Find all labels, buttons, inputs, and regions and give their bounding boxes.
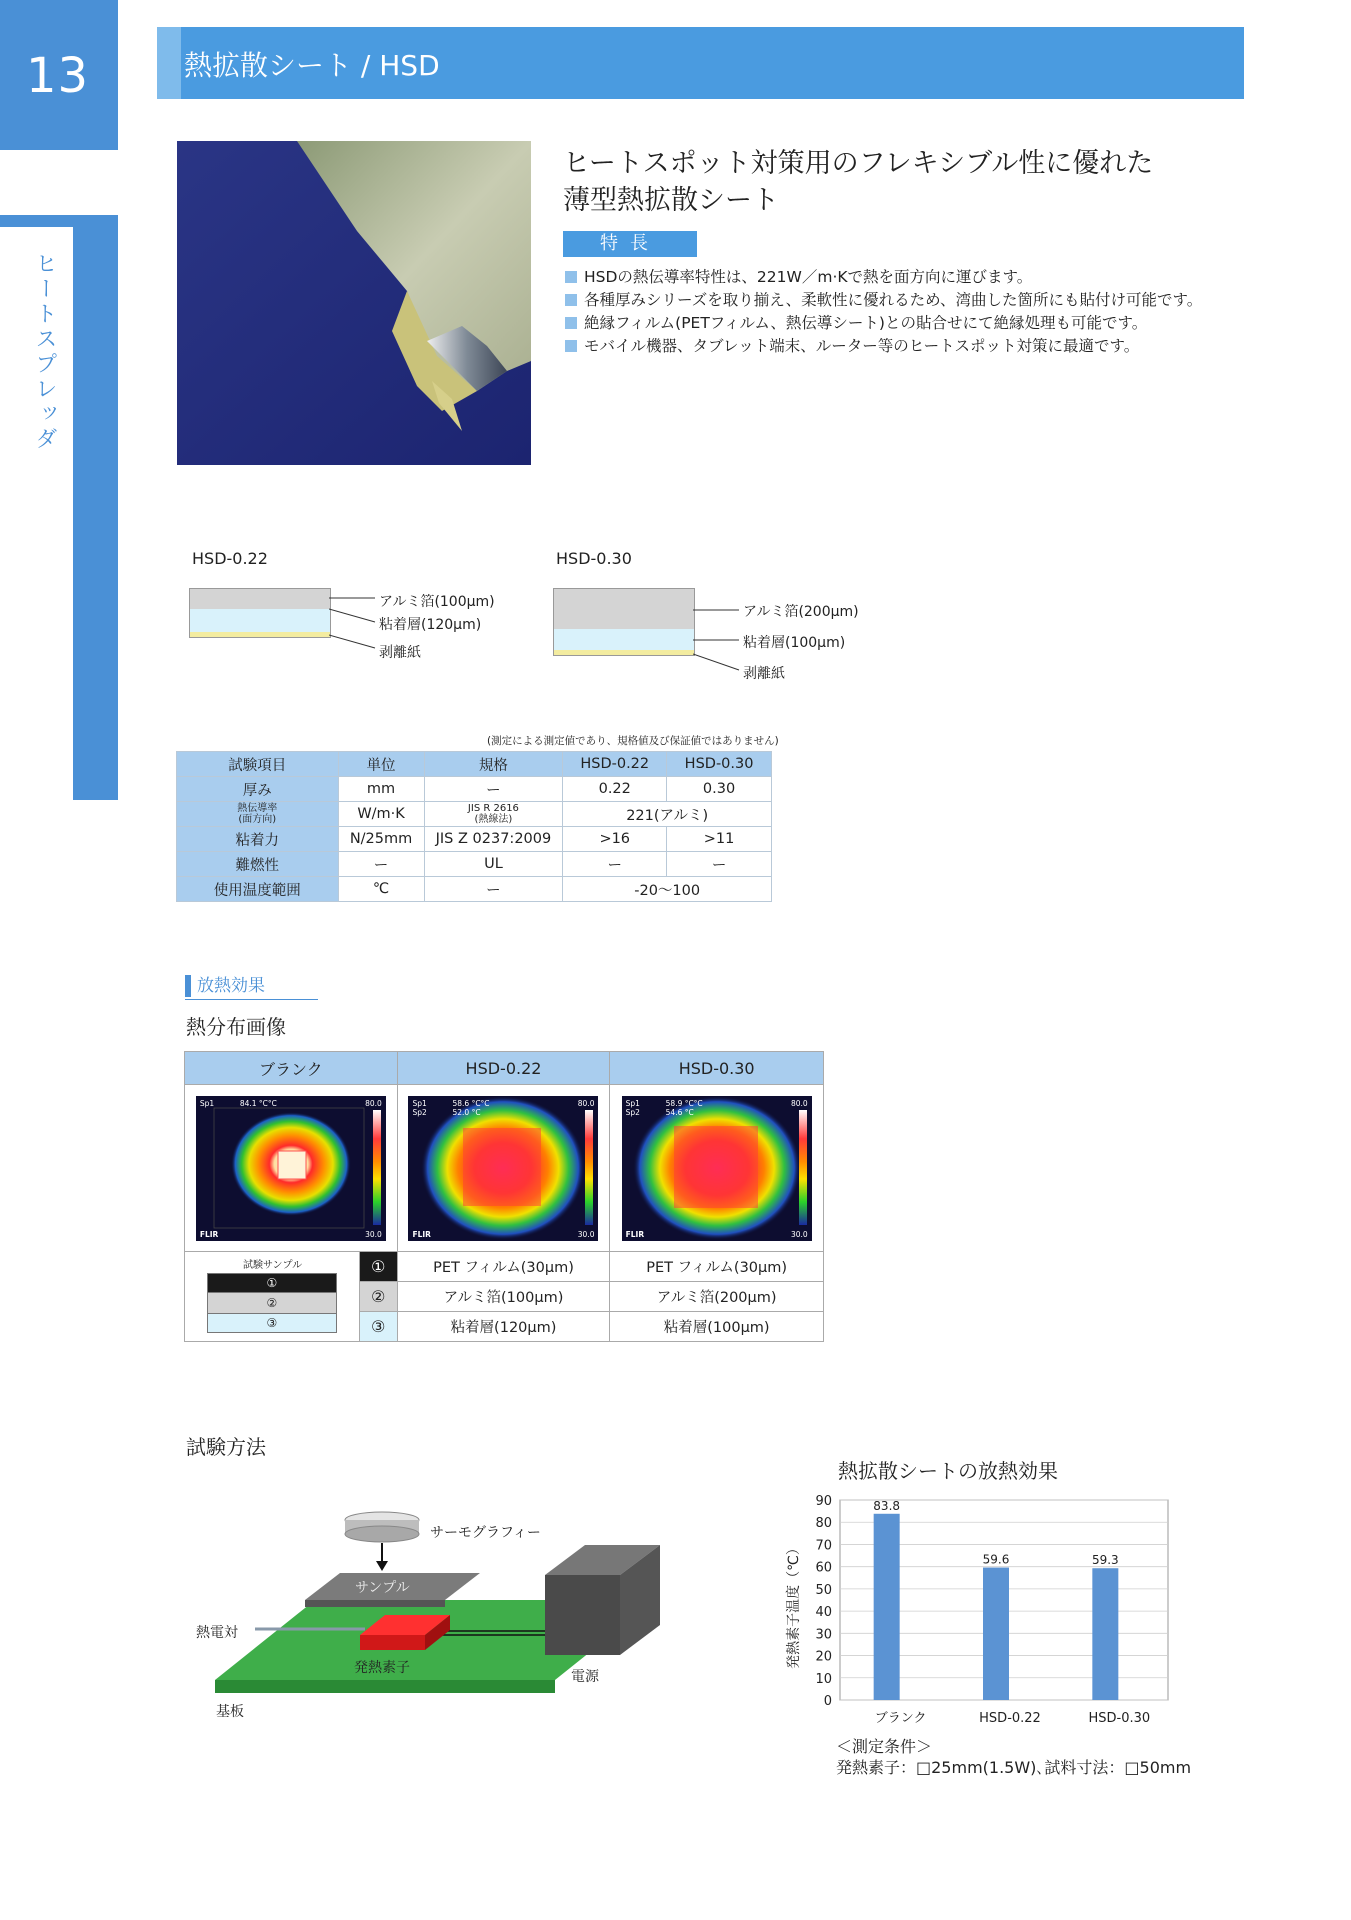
chart-bar bbox=[874, 1514, 900, 1700]
label-sample: サンプル bbox=[355, 1580, 410, 1596]
chart-ytick-label: 70 bbox=[815, 1538, 832, 1554]
marker-cell: ② bbox=[359, 1282, 397, 1312]
square-bullet-icon bbox=[565, 317, 577, 329]
table-cell bbox=[185, 1085, 398, 1252]
table-cell: 難燃性 bbox=[177, 852, 339, 877]
table-header: 単位 bbox=[338, 752, 424, 777]
thermal-image-hsd022: Sp1 Sp2 58.6 °C 52.0 °C °C 80.0 30.0 FLIR bbox=[408, 1096, 598, 1241]
table-cell: ー bbox=[667, 852, 772, 877]
section-tag: 放熱効果 bbox=[185, 975, 265, 997]
sample-layer-adhesive: ③ bbox=[207, 1314, 337, 1333]
table-cell bbox=[610, 1085, 824, 1252]
table-cell: 厚み bbox=[177, 777, 339, 802]
table-cell: mm bbox=[338, 777, 424, 802]
intro-title-line2: 薄型熱拡散シート bbox=[563, 185, 779, 216]
test-method-title: 試験方法 bbox=[186, 1435, 266, 1459]
table-cell: PET フィルム(30μm) bbox=[397, 1252, 610, 1282]
chart-title: 熱拡散シートの放熱効果 bbox=[838, 1459, 1058, 1483]
chart-yticks bbox=[815, 1494, 832, 1709]
layer-label: 剥離紙 bbox=[379, 645, 421, 661]
table-cell: ー bbox=[424, 777, 563, 802]
feature-list bbox=[563, 266, 1303, 358]
page-number: 13 bbox=[26, 48, 90, 104]
thermal-table bbox=[184, 1051, 824, 1342]
table-cell: 熱伝導率 (面方向) bbox=[177, 802, 339, 827]
table-header: HSD-0.22 bbox=[397, 1052, 610, 1085]
chart-xtick-label: HSD-0.22 bbox=[979, 1711, 1041, 1726]
color-scale-bar bbox=[585, 1110, 593, 1225]
sample-layer-aluminum: ② bbox=[207, 1293, 337, 1314]
feature-item: 絶縁フィルム(PETフィルム、熱伝導シート)との貼合せにて絶縁処理も可能です。 bbox=[563, 312, 1303, 335]
header-accent bbox=[157, 27, 181, 99]
chart-value-label: 59.3 bbox=[1091, 1553, 1119, 1568]
table-header: HSD-0.30 bbox=[667, 752, 772, 777]
thermal-image-blank: Sp1 84.1 °C °C 80.0 30.0 FLIR bbox=[196, 1096, 386, 1241]
table-cell: 粘着層(120μm) bbox=[397, 1312, 610, 1342]
chart-ytick-label: 90 bbox=[815, 1494, 832, 1509]
color-scale-bar bbox=[799, 1110, 807, 1225]
label-thermocouple: 熱電対 bbox=[196, 1625, 238, 1641]
marker-cell: ① bbox=[359, 1252, 397, 1282]
layer-label: アルミ箔(100μm) bbox=[379, 594, 495, 610]
section-underline bbox=[185, 999, 318, 1000]
table-header: 規格 bbox=[424, 752, 563, 777]
square-bullet-icon bbox=[565, 271, 577, 283]
thermal-image-hsd030: Sp1 Sp2 58.9 °C 54.6 °C °C 80.0 30.0 FLIR bbox=[622, 1096, 812, 1241]
layer-adhesive bbox=[553, 629, 695, 651]
structure-title-hsd030: HSD-0.30 bbox=[556, 549, 632, 568]
conditions-text: 発熱素子：□25mm(1.5W)､試料寸法：□50mm bbox=[836, 1758, 1192, 1777]
chart-ytick-label: 40 bbox=[815, 1605, 832, 1621]
bar-chart bbox=[780, 1490, 1190, 1730]
intro-title bbox=[563, 145, 1183, 219]
leader-lines bbox=[693, 588, 743, 678]
chart-bar bbox=[1092, 1568, 1118, 1700]
layer-label: 粘着層(120μm) bbox=[379, 617, 482, 633]
layer-release bbox=[553, 650, 695, 656]
chart-value-label: 83.8 bbox=[873, 1498, 901, 1513]
table-cell: >11 bbox=[667, 827, 772, 852]
flir-logo: FLIR bbox=[412, 1229, 431, 1239]
chart-bar bbox=[983, 1568, 1009, 1700]
table-cell: -20〜100 bbox=[563, 877, 772, 902]
table-row bbox=[177, 852, 772, 877]
label-power: 電源 bbox=[571, 1669, 599, 1685]
table-header: HSD-0.30 bbox=[610, 1052, 824, 1085]
side-tab-label: ヒートスプレッダ bbox=[32, 252, 57, 452]
chart-ytick-label: 60 bbox=[815, 1560, 832, 1576]
sample-layer-pet: ① bbox=[207, 1273, 337, 1293]
color-scale-bar bbox=[373, 1110, 381, 1225]
layer-aluminum bbox=[189, 588, 331, 611]
layer-release bbox=[189, 632, 331, 638]
table-cell: N/25mm bbox=[338, 827, 424, 852]
conditions bbox=[836, 1736, 1191, 1778]
table-cell: 0.30 bbox=[667, 777, 772, 802]
table-cell: JIS R 2616 (熱線法) bbox=[424, 802, 563, 827]
table-row bbox=[177, 777, 772, 802]
sample-legend: 試験サンプル ① ② ③ bbox=[185, 1252, 360, 1342]
layer-label: 粘着層(100μm) bbox=[743, 635, 846, 651]
feature-item: 各種厚みシリーズを取り揃え、柔軟性に優れるため、湾曲した箇所にも貼付け可能です。 bbox=[563, 289, 1303, 312]
product-photo bbox=[177, 141, 531, 465]
table-cell: アルミ箔(200μm) bbox=[610, 1282, 824, 1312]
chart-ytick-label: 0 bbox=[823, 1694, 832, 1709]
table-cell: >16 bbox=[563, 827, 667, 852]
conditions-title: ＜測定条件＞ bbox=[836, 1737, 933, 1756]
table-cell: W/m·K bbox=[338, 802, 424, 827]
chart-ytick-label: 20 bbox=[815, 1649, 832, 1665]
feature-tag: 特長 bbox=[563, 231, 697, 257]
side-tab-strip bbox=[73, 215, 118, 800]
chart-bars bbox=[873, 1499, 1118, 1700]
chart-ytick-label: 80 bbox=[815, 1516, 832, 1532]
table-cell: 使用温度範囲 bbox=[177, 877, 339, 902]
table-row bbox=[185, 1252, 824, 1282]
table-cell: JIS Z 0237:2009 bbox=[424, 827, 563, 852]
label-thermography: サーモグラフィー bbox=[430, 1525, 541, 1541]
table-cell: ℃ bbox=[338, 877, 424, 902]
spec-table bbox=[176, 751, 772, 902]
chart-value-label: 59.6 bbox=[982, 1552, 1010, 1567]
chart-ytick-label: 10 bbox=[815, 1671, 832, 1687]
marker-cell: ③ bbox=[359, 1312, 397, 1342]
chart-xtick-label: HSD-0.30 bbox=[1088, 1711, 1151, 1726]
chart-ytick-label: 30 bbox=[815, 1627, 832, 1643]
layer-adhesive bbox=[189, 609, 331, 633]
header-title: 熱拡散シート / HSD bbox=[184, 49, 440, 82]
chart-xtick-label: ブランク bbox=[874, 1711, 927, 1726]
table-cell: 粘着層(100μm) bbox=[610, 1312, 824, 1342]
layer-aluminum bbox=[553, 588, 695, 631]
table-cell: 粘着力 bbox=[177, 827, 339, 852]
label-board: 基板 bbox=[216, 1704, 244, 1720]
table-cell: ー bbox=[338, 852, 424, 877]
table-header: ブランク bbox=[185, 1052, 398, 1085]
table-cell: ー bbox=[563, 852, 667, 877]
structure-title-hsd022: HSD-0.22 bbox=[192, 549, 268, 568]
chart-ylabel: 発熱素子温度（℃） bbox=[786, 1541, 802, 1669]
table-row bbox=[177, 877, 772, 902]
table-header-row bbox=[177, 752, 772, 777]
thermal-subtitle: 熱分布画像 bbox=[186, 1015, 286, 1039]
table-cell: 0.22 bbox=[563, 777, 667, 802]
label-heater: 発熱素子 bbox=[354, 1660, 410, 1676]
table-row bbox=[177, 827, 772, 852]
intro-title-line1: ヒートスポット対策用のフレキシブル性に優れた bbox=[563, 148, 1154, 179]
table-cell: ー bbox=[424, 877, 563, 902]
feature-item: モバイル機器、タブレット端末、ルーター等のヒートスポット対策に最適です。 bbox=[563, 335, 1303, 358]
table-header: 試験項目 bbox=[177, 752, 339, 777]
table-cell bbox=[397, 1085, 610, 1252]
flir-logo: FLIR bbox=[199, 1229, 219, 1239]
feature-item: HSDの熱伝導率特性は、221W／m·Kで熱を面方向に運びます。 bbox=[563, 266, 1303, 289]
layer-label: アルミ箔(200μm) bbox=[743, 604, 859, 620]
layer-label: 剥離紙 bbox=[743, 666, 785, 682]
spec-note: (測定による測定値であり、規格値及び保証値ではありません) bbox=[487, 735, 779, 747]
leader-lines bbox=[329, 588, 379, 658]
chart-ytick-label: 50 bbox=[815, 1582, 832, 1598]
table-header-row bbox=[185, 1052, 824, 1085]
table-row bbox=[185, 1085, 824, 1252]
flir-logo: FLIR bbox=[625, 1229, 645, 1239]
square-bullet-icon bbox=[565, 340, 577, 352]
table-cell: 221(アルミ) bbox=[563, 802, 772, 827]
table-cell: PET フィルム(30μm) bbox=[610, 1252, 824, 1282]
table-cell: アルミ箔(100μm) bbox=[397, 1282, 610, 1312]
table-cell: UL bbox=[424, 852, 563, 877]
square-bullet-icon bbox=[565, 294, 577, 306]
table-row bbox=[177, 802, 772, 827]
chart-xticks bbox=[875, 1711, 1150, 1726]
table-header: HSD-0.22 bbox=[563, 752, 667, 777]
